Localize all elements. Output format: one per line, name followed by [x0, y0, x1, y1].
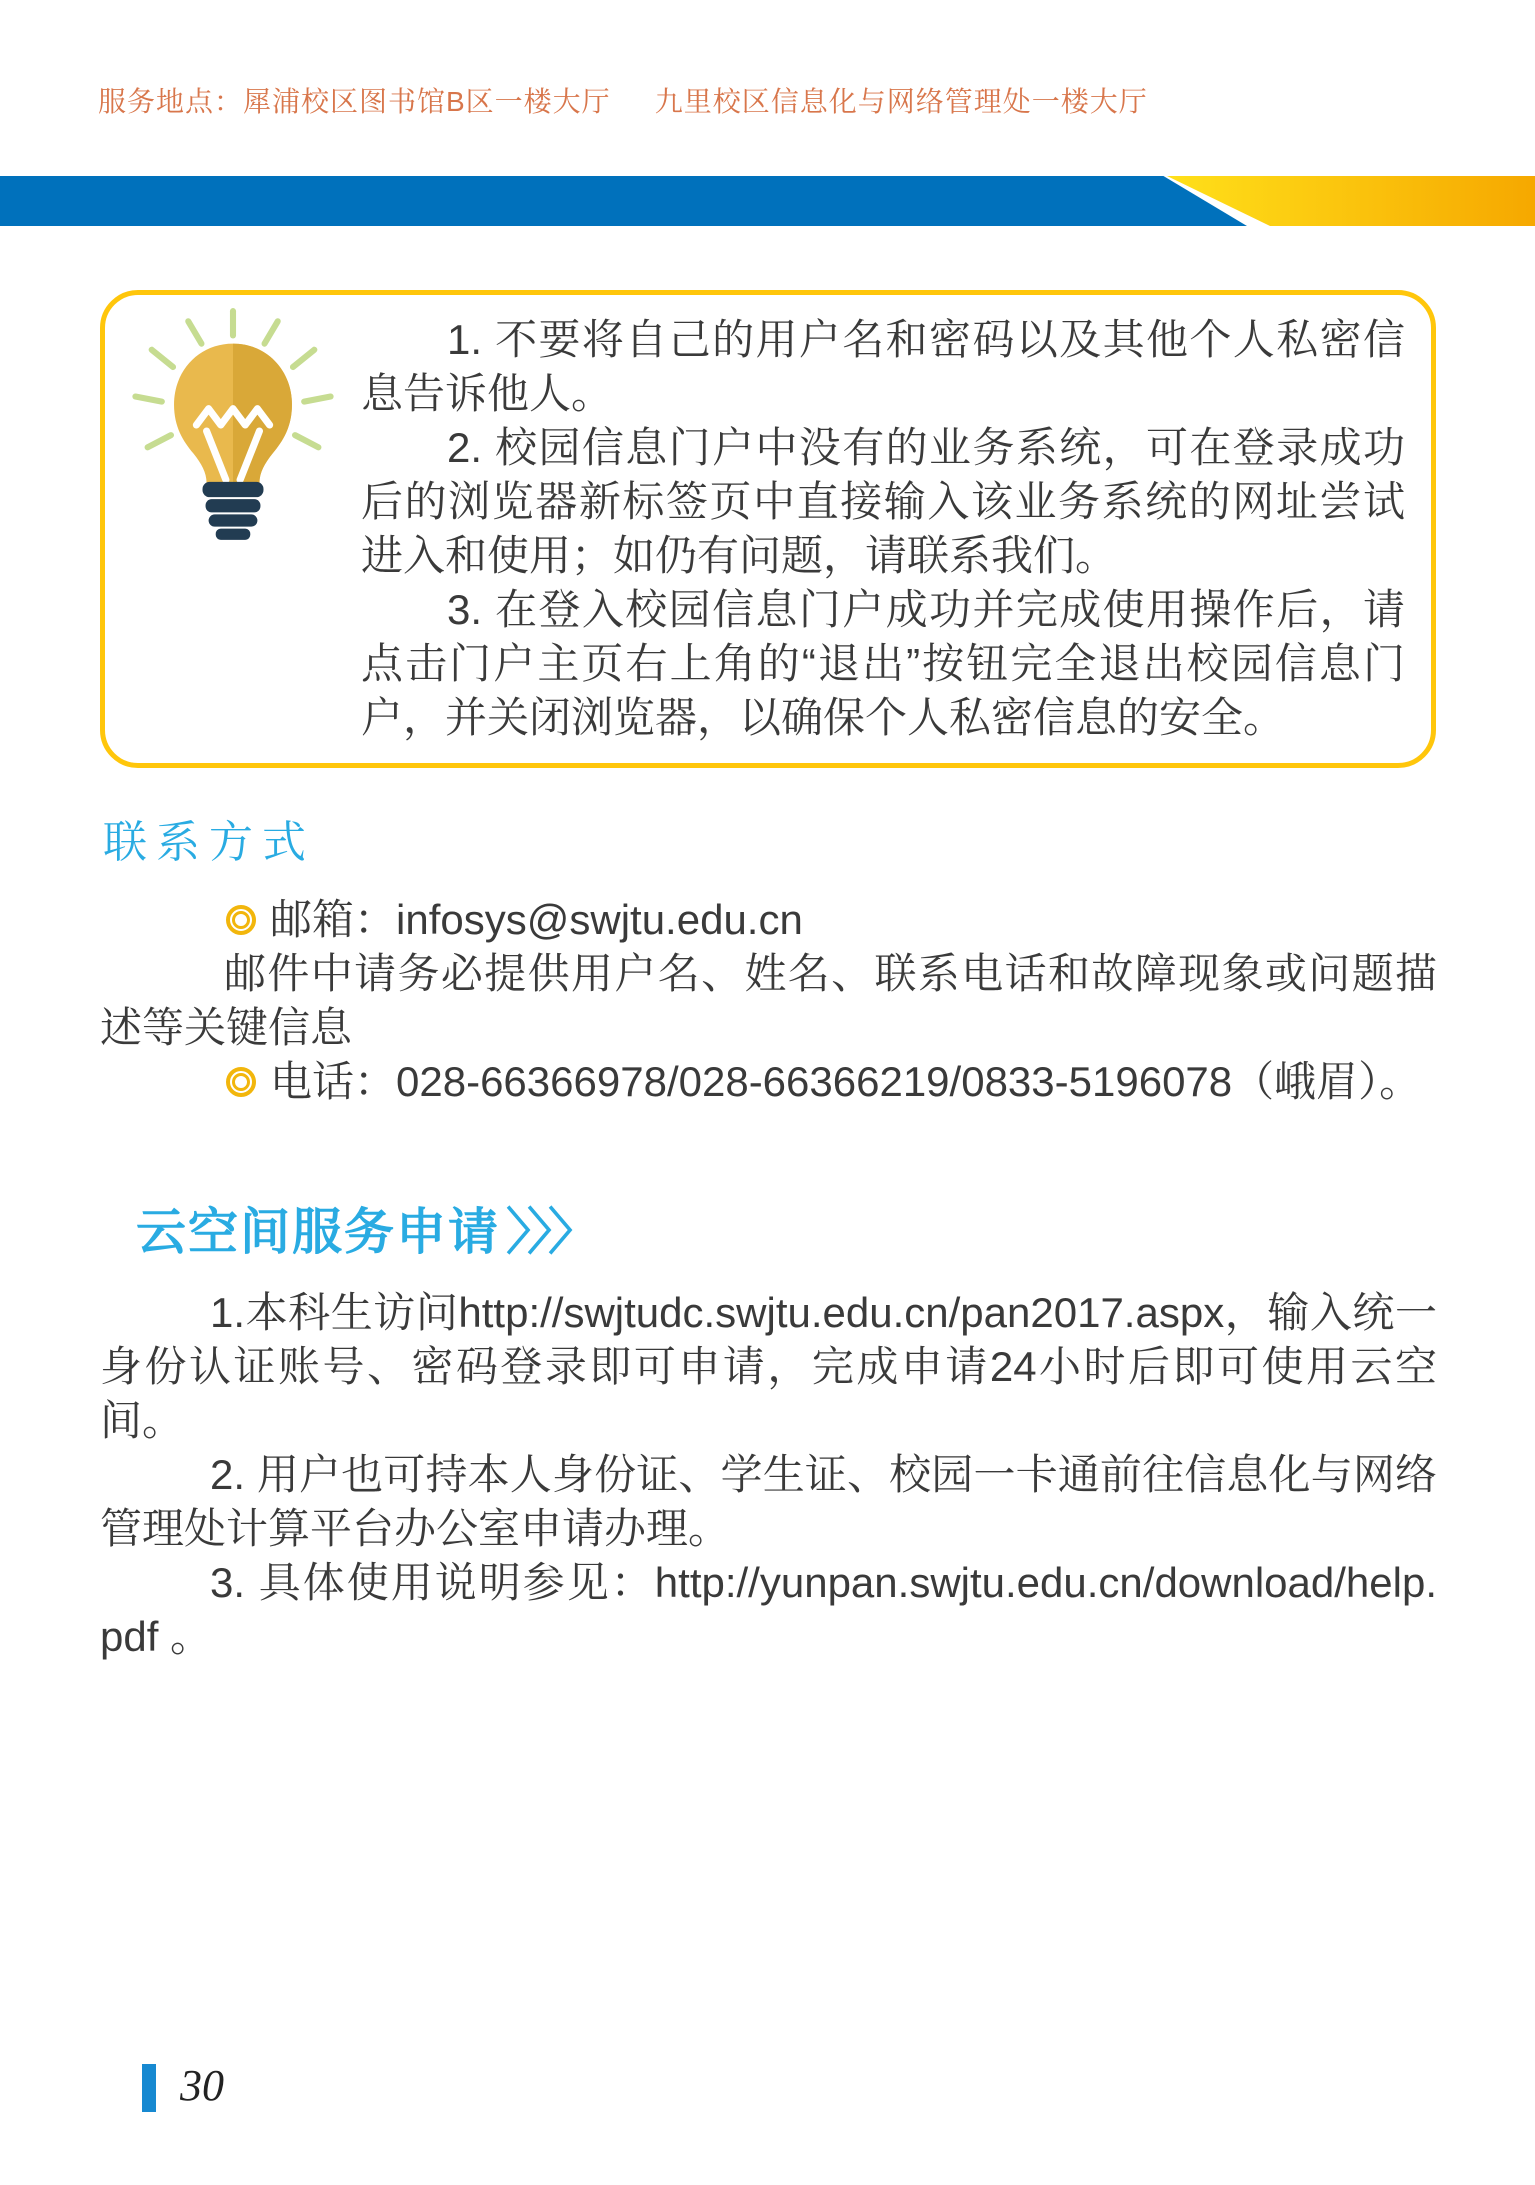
- contact-block: [100, 893, 1437, 1109]
- cloud-item: 3. 具体使用说明参见：http://yunpan.swjtu.edu.cn/download/help.pdf 。: [100, 1559, 1437, 1660]
- ring-bullet-icon: [226, 1067, 256, 1097]
- email-value: infosys@swjtu.edu.cn: [396, 896, 803, 943]
- lightbulb-icon: [121, 305, 345, 549]
- tip-item: 2. 校园信息门户中没有的业务系统，可在登录成功后的浏览器新标签页中直接输入该业务系统的网址尝试进入和使用；如仍有问题，请联系我们。: [361, 424, 1405, 579]
- email-row: [226, 893, 1437, 947]
- chevrons-icon: 〉〉〉: [506, 1204, 594, 1260]
- header-band-blue: [0, 176, 1247, 226]
- cloud-heading-text: 云空间服务申请: [136, 1204, 500, 1260]
- cloud-section-heading: [136, 1192, 594, 1264]
- ring-bullet-icon: [226, 905, 256, 935]
- tip-item: 3. 在登入校园信息门户成功并完成使用操作后，请点击门户主页右上角的“退出”按钮完全退出校园信息门户，并关闭浏览器，以确保个人私密信息的安全。: [361, 586, 1405, 741]
- tips-box: [100, 290, 1436, 768]
- cloud-item: 1.本科生访问http://swjtudc.swjtu.edu.cn/pan2017.aspx，输入统一身份认证账号、密码登录即可申请，完成申请24小时后即可使用云空间。: [100, 1289, 1437, 1444]
- phone-label: 电话：: [270, 1058, 397, 1105]
- phone-value: 028-66366978/028-66366219/0833-5196078（峨眉）。: [396, 1058, 1422, 1105]
- service-location-header: [98, 80, 1148, 120]
- tip-item: 1. 不要将自己的用户名和密码以及其他个人私密信息告诉他人。: [361, 316, 1405, 417]
- page-number: 30: [180, 2061, 224, 2110]
- email-note: 邮件中请务必提供用户名、姓名、联系电话和故障现象或问题描述等关键信息: [100, 950, 1437, 1051]
- bulb-base: [203, 482, 264, 540]
- cloud-item: 2. 用户也可持本人身份证、学生证、校园一卡通前往信息化与网络管理处计算平台办公室申请办理。: [100, 1451, 1437, 1552]
- phone-row: [226, 1055, 1437, 1109]
- header-band: [0, 176, 1535, 226]
- service-location-1: 服务地点：犀浦校区图书馆B区一楼大厅: [98, 86, 611, 117]
- page-number-bar: [142, 2064, 156, 2112]
- service-location-2: 九里校区信息化与网络管理处一楼大厅: [654, 86, 1148, 117]
- contact-heading: 联系方式: [103, 818, 315, 867]
- cloud-block: [100, 1286, 1437, 1664]
- email-label: 邮箱：: [270, 896, 397, 943]
